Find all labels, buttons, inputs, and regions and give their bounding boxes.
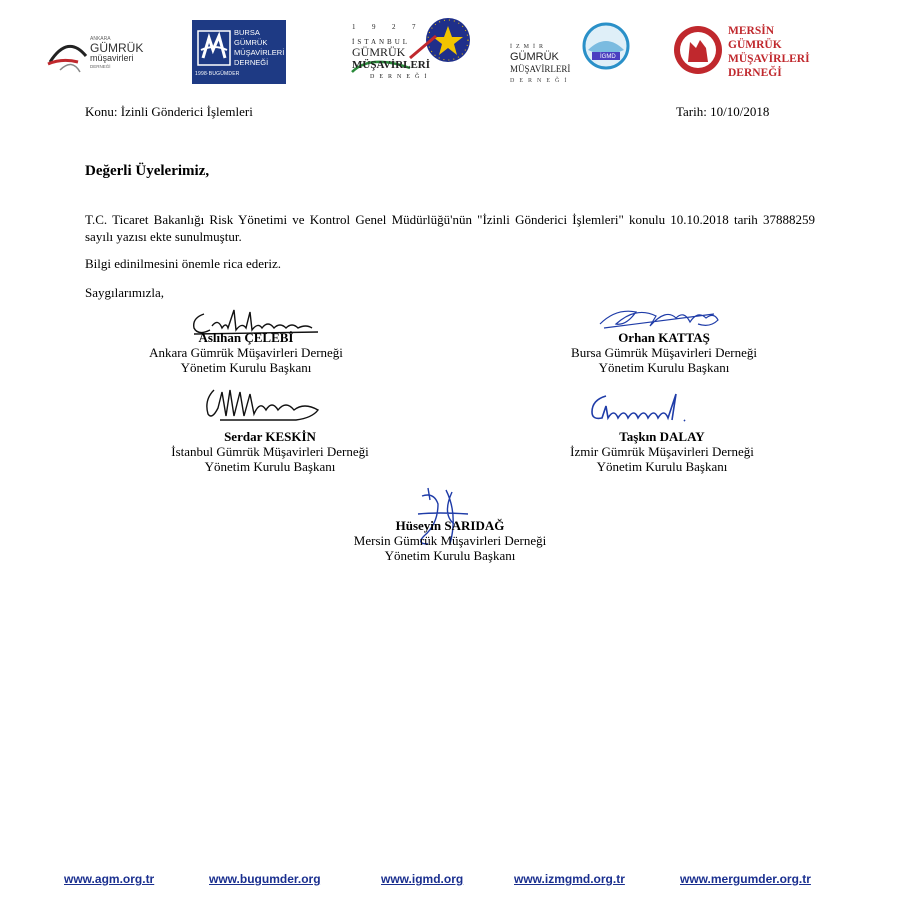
- istanbul-logo-line4: DERNEĞİ: [370, 74, 432, 80]
- izmir-logo-line3: MÜŞAVİRLERİ: [510, 64, 571, 74]
- istanbul-logo-line2: GÜMRÜK: [352, 45, 406, 59]
- mersin-logo-line3: MÜŞAVİRLERİ: [728, 53, 810, 65]
- signatory-org: İstanbul Gümrük Müşavirleri Derneği: [171, 444, 369, 459]
- letter-subject: Konu: İzinli Gönderici İşlemleri: [85, 104, 253, 119]
- bursa-emblem-icon: [197, 30, 231, 68]
- footer-link-agm[interactable]: www.agm.org.tr: [64, 872, 155, 886]
- istanbul-gmd-logo: [350, 18, 478, 86]
- izmir-logo-line1: İZMİR: [510, 44, 547, 50]
- bursa-logo-line3: MÜŞAVİRLERİ: [234, 48, 285, 57]
- bursa-logo-line1: BURSA: [234, 28, 260, 37]
- signatory-title: Yönetim Kurulu Başkanı: [384, 548, 516, 563]
- letter-greeting: Değerli Üyelerimiz,: [85, 163, 210, 179]
- signatory-name: Aslıhan ÇELEBİ: [198, 330, 294, 345]
- mersin-emblem-icon: [672, 20, 724, 84]
- signatory-org: Mersin Gümrük Müşavirleri Derneği: [353, 533, 547, 548]
- letter-paragraph-2: Bilgi edinilmesini önemle rica ederiz.: [85, 256, 282, 271]
- signature-serdar-keskin: [200, 380, 326, 426]
- ankara-logo-line3: müşavirleri: [90, 53, 134, 63]
- signatory-title: Yönetim Kurulu Başkanı: [596, 459, 728, 474]
- istanbul-year-3: 2: [392, 23, 396, 31]
- signatory-ankara: [96, 330, 396, 375]
- letter-paragraph-1: T.C. Ticaret Bakanlığı Risk Yönetimi ve Kontrol Genel Müdürlüğü'nün "İzinli Gönderici İşlemleri" konulu 10.10.2018 tarih 37888259 sayılı yazısı ekte sunulmuştur.: [85, 212, 815, 244]
- signatory-title: Yönetim Kurulu Başkanı: [180, 360, 312, 375]
- signatory-name: Taşkın DALAY: [619, 429, 705, 444]
- signature-orhan-kattas: [596, 302, 726, 332]
- footer-link-mergumder[interactable]: www.mergumder.org.tr: [680, 872, 811, 886]
- izmir-badge-text: İGMD: [600, 54, 616, 60]
- signatory-bursa: [514, 330, 814, 375]
- istanbul-year-4: 7: [412, 23, 416, 31]
- signatory-izmir: [512, 429, 812, 474]
- bursa-logo-year: 1998·BUGÜMDER: [195, 71, 240, 77]
- izmir-logo-line4: DERNEĞİ: [510, 78, 572, 84]
- signatory-org: Bursa Gümrük Müşavirleri Derneği: [571, 345, 757, 360]
- signatory-org: Ankara Gümrük Müşavirleri Derneği: [149, 345, 343, 360]
- ankara-logo-line4: DERNEĞİ: [90, 64, 111, 69]
- mersin-logo-line1: MERSİN: [728, 25, 775, 37]
- bursa-logo-line4: DERNEĞİ: [234, 58, 269, 67]
- signatory-istanbul: [120, 429, 420, 474]
- ankara-logo-line2: GÜMRÜK: [90, 41, 144, 55]
- izmir-gmd-logo: [508, 22, 634, 86]
- footer-link-izmgmd[interactable]: www.izmgmd.org.tr: [514, 872, 625, 886]
- signatory-title: Yönetim Kurulu Başkanı: [598, 360, 730, 375]
- letter-date: Tarih: 10/10/2018: [676, 104, 770, 119]
- istanbul-year-2: 9: [372, 23, 376, 31]
- signatory-name: Hüseyin SARIDAĞ: [395, 518, 505, 533]
- istanbul-logo-line1: İSTANBUL: [352, 38, 411, 46]
- signatory-mersin: [300, 518, 600, 563]
- istanbul-logo-line3: MÜŞAVİRLERİ: [352, 59, 431, 71]
- signatory-name: Orhan KATTAŞ: [618, 330, 710, 345]
- signatory-org: İzmir Gümrük Müşavirleri Derneği: [570, 444, 754, 459]
- footer-link-bugumder[interactable]: www.bugumder.org: [209, 872, 321, 886]
- izmir-logo-line2: GÜMRÜK: [510, 51, 559, 63]
- mersin-gmd-logo: [672, 18, 812, 86]
- footer-link-igmd[interactable]: www.igmd.org: [381, 872, 464, 886]
- letter-closing: Saygılarımızla,: [85, 285, 165, 300]
- mersin-logo-line2: GÜMRÜK: [728, 39, 782, 51]
- signatory-name: Serdar KESKİN: [224, 429, 316, 444]
- signatory-title: Yönetim Kurulu Başkanı: [204, 459, 336, 474]
- ankara-gmd-logo: [46, 28, 154, 76]
- istanbul-year-1: 1: [352, 23, 356, 31]
- bursa-logo-line2: GÜMRÜK: [234, 38, 268, 47]
- mersin-logo-line4: DERNEĞİ: [728, 67, 782, 79]
- ankara-logo-line1: ANKARA: [90, 36, 111, 42]
- signature-taskin-dalay: [586, 390, 696, 428]
- bursa-gmd-logo: [192, 20, 286, 84]
